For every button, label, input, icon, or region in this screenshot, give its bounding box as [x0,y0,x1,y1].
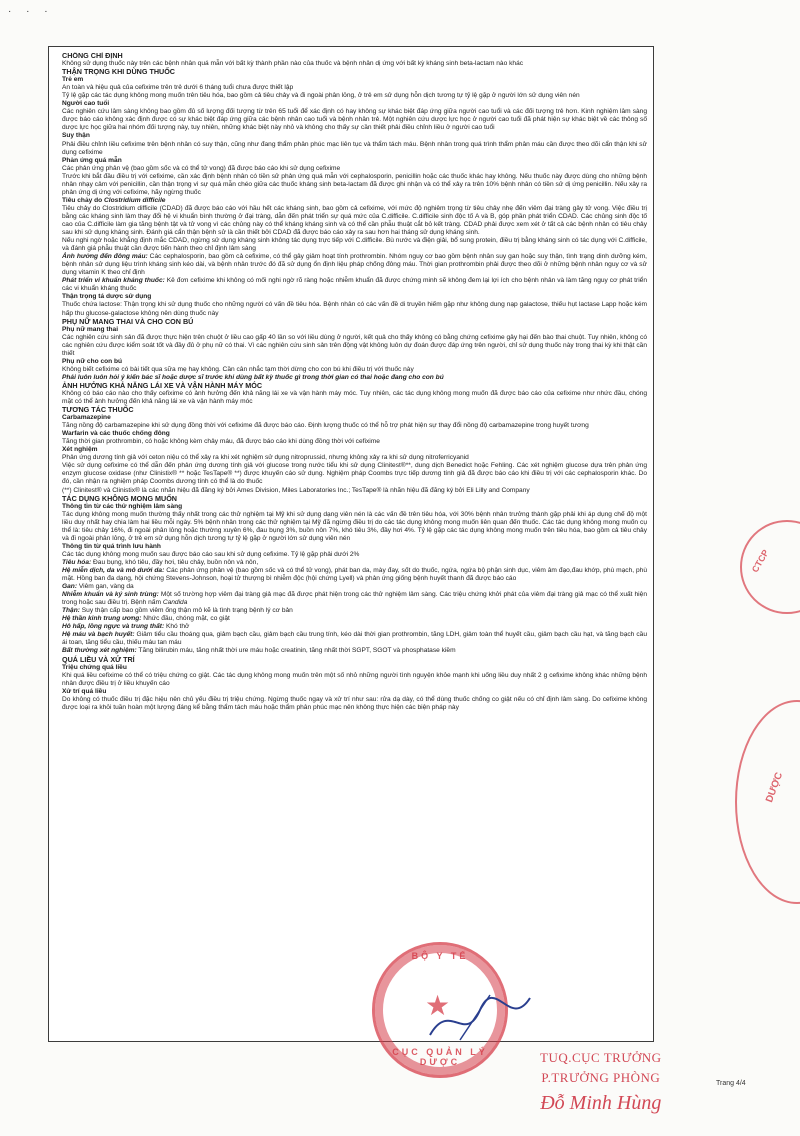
text: Khó thở [164,623,190,631]
section-adverse-effects: TÁC DỤNG KHÔNG MONG MUỐN [62,493,177,503]
section-precautions: THẬN TRỌNG KHI DÙNG THUỐC [62,67,175,77]
subheading-elderly: Người cao tuổi [62,100,110,108]
text-candida: Candida [162,599,188,607]
handwritten-signature [420,990,540,1050]
signer-title-1: TUQ.CỤC TRƯỞNG [540,1050,662,1065]
label-coagulation: Ảnh hưởng đến đông máu: [62,253,148,261]
label-cns: Hệ thần kinh trung ương: [62,615,142,623]
paragraph [62,277,647,293]
section-overdose: QUÁ LIỀU VÀ XỬ TRÍ [62,654,135,664]
paragraph: An toàn và hiệu quả của cefixime trên trẻ dưới 6 tháng tuổi chưa được thiết lập [62,84,294,92]
paragraph: Tiêu chảy do Clostridium difficile (CDAD) đã được báo cáo với hầu hết các kháng sinh, bao gồm cả cefixime, với mức độ nghiêm trọng từ tiêu chảy nhẹ đến viêm đại tràng gây tử vong. Việc điều trị bằng các kháng sinh làm thay đổi hệ vi khuẩn bình thường ở đại tràng, dẫn đến phát triển sự quá mức của C.difficile. C.difficile sinh độc tố A và B, góp phần phát triển CDAD. Các chủng sinh độc tố cao của C.difficile làm gia tăng bệnh tật và tử vong vì các chủng này có thể kháng kháng sinh và có thể cần phẫu thuật cắt bỏ kết tràng. CDAD phải được xem xét ở tất cả các bệnh nhân có tiêu chảy sau khi sử dụng kháng sinh. Đánh giá cẩn thận bệnh sử là cần thiết bởi CDAD đã được báo cáo xảy ra sau hơn hai tháng sử dụng kháng sinh. [62,204,647,237]
subheading-hypersensitivity: Phản ứng quá mẫn [62,156,122,164]
subheading-overdose-treatment: Xử trí quá liều [62,687,107,695]
paragraph: Trước khi bắt đầu điều trị với cefixime, cần xác định bệnh nhân có tiền sử phản ứng quá mẫn với cephalosporin, penicillin hoặc các thuốc khác hay không. Nếu thuốc này được dùng cho những bệnh nhân nhạy cảm với penicillin, cần thận trọng vì sự quá mẫn chéo giữa các thuốc kháng sinh beta-lactam đã được ghi nhận và có thể xảy ra trên 10% bệnh nhân có tiền sử dị ứng penicillin. Nếu xảy ra phản ứng dị ứng với cefixime, hãy ngừng thuốc [62,172,647,196]
label-infection: Nhiễm khuẩn và ký sinh trùng: [62,591,159,599]
label-respiratory: Hô hấp, lồng ngực và trung thất: [62,623,165,631]
text: Tăng bilirubin máu, tăng nhất thời ure máu hoặc creatinin, tăng nhất thời SGPT, SGOT và phosphatase kiềm [136,647,456,655]
paragraph: Tăng nồng độ carbamazepine khi sử dụng đồng thời với cefixime đã được báo cáo. Định lượng thuốc có thể hỗ trợ phát hiện sự thay đổi nồng độ carbamazepine trong huyết tương [62,422,589,430]
subheading-pregnant: Phụ nữ mang thai [62,325,119,333]
paragraph: Không sử dụng thuốc này trên các bệnh nhân quá mẫn với bất kỳ thành phần nào của thuốc và bệnh nhân dị ứng với bất kỳ kháng sinh beta-lactam nào khác [62,60,524,68]
section-contraindications: CHỐNG CHỈ ĐỊNH [62,52,123,60]
scan-corner-marks: · · · [8,6,54,17]
paragraph: Khi quá liều cefixime có thể có triệu chứng co giật. Các tác dụng không mong muốn trên một số nhỏ những người tình nguyện khỏe mạnh khi uống liều duy nhất 2 g cefixime không khác những bệnh nhân được điều trị ở liều khuyến cáo [62,671,647,687]
paragraph: Phải điều chỉnh liều cefixime trên bệnh nhân có suy thận, cũng như đang thẩm phân phúc mạc liên tục và thẩm tách máu. Bệnh nhân trong quá trình thẩm phân máu cần được theo dõi cẩn thận khi sử dụng cefixime [62,140,647,156]
text: Các phản ứng phản vệ (bao gồm sốc và có thể tử vong), phát ban da, mày đay, sốt do thuốc, ngứa, ngứa bộ phận sinh dục, viêm âm đạo,đau khớp, phù mạch, phù mặt. Hồng ban đa dạng, hội chứng Stevens-Johnson, hoại tử thượng bì nhiễm độc (hội chứng Lyell) và phản ứng giống bệnh huyết thanh đã được báo cáo [62,567,647,583]
paragraph [62,647,647,655]
signer-block [540,1050,662,1115]
label-lab-abnormal: Bất thường xét nghiệm: [62,647,137,655]
subheading-renal: Suy thận [62,132,90,140]
section-driving: ẢNH HƯỞNG KHẢ NĂNG LÁI XE VÀ VẬN HÀNH MÁY MÓC [62,380,263,390]
signer-title-2: P.TRƯỞNG PHÒNG [541,1070,661,1085]
text: Đau bụng, khó tiêu, đầy hơi, tiêu chảy, buồn nôn và nôn, [91,558,259,566]
subheading-postmarketing: Thông tin từ quá trình lưu hành [62,542,161,550]
label-kidney: Thận: [62,607,80,615]
section-interactions: TƯƠNG TÁC THUỐC [62,405,134,415]
paragraph: Phản ứng dương tính giả với ceton niệu có thể xảy ra khi xét nghiệm sử dụng nitroprussid, nhưng không xảy ra khi sử dụng nitroferricyanid [62,454,469,462]
paragraph: Thuốc chứa lactose: Thận trọng khi sử dụng thuốc cho những người có vấn đề tiêu hóa. Bệnh nhân có các vấn đề di truyền hiếm gặp như không dung nạp galactose, thiếu hụt lactase Lapp hoặc kém hấp thu glucose-galactose không nên dùng thuốc này [62,301,647,317]
text: Một số trường hợp viêm đại tràng giả mạc đã được phát hiện trong các thử nghiệm lâm sàng. Các triệu chứng khởi phát của viêm đại tràng giả mạc có thể xuất hiện trong hoặc sau điều trị. Bệnh nấm [62,591,647,607]
paragraph: Các tác dụng không mong muốn sau được báo cáo sau khi sử dụng cefixime. Tỷ lệ gặp phải dưới 2% [62,550,360,558]
seal-star-icon: ★ [425,990,451,1021]
text: Nhức đầu, chóng mặt, co giật [141,615,230,623]
text: Suy thận cấp bao gồm viêm ống thận mô kẽ là tình trạng bệnh lý cơ bản [79,607,293,615]
subheading-cdad-prefix: Tiêu chảy do [62,196,105,204]
paragraph: Các phản ứng phản vệ (bao gồm sốc và có thể tử vong) đã được báo cáo khi sử dụng cefixime [62,164,341,172]
paragraph [62,631,647,647]
signer-name: Đỗ Minh Hùng [540,1092,662,1114]
paragraph: Tăng thời gian prothrombin, có hoặc không kèm chảy máu, đã được báo cáo khi dùng đồng thời với cefixime [62,438,380,446]
page-number: Trang 4/4 [716,1080,746,1087]
label-gi: Tiêu hóa: [62,558,92,566]
text: Các cephalosporin, bao gồm cả cefixime, có thể gây giảm hoạt tính prothrombin. Nhóm nguy cơ bao gồm bệnh nhân suy gan hoặc suy thận, tình trạng dinh dưỡng kém, bệnh nhân sử dụng liệu trình kháng sinh kéo dài, và bệnh nhân trước đó đã sử dụng ổn định liệu pháp chống đông máu. Thời gian prothrombin phải được theo dõi ở những bệnh nhân nguy cơ và sử dụng vitamin K theo chỉ định [62,253,647,277]
stamp-text: CTCP [749,547,771,575]
subheading-carbamazepine: Carbamazepine [62,414,111,422]
paragraph: Tác dụng không mong muốn thường thấy nhất trong các thử nghiệm tại Mỹ khi sử dụng dạng viên nén là các vấn đề trên tiêu hóa, với 30% bệnh nhân trưởng thành gặp phải khi áp dụng chế độ một liều duy nhất hay chia làm hai liều mỗi ngày. 5% bệnh nhân trong các thử nghiệm tại Mỹ đã ngừng điều trị do các tác dụng không mong muốn liên quan đến thuốc. Các tác dụng không mong muốn cụ thể là: tiêu chảy 16%, đi ngoài phân lỏng hoặc thường xuyên 6%, đau bụng 3%, buồn nôn 7%, khó tiêu 3%, đầy hơi 4%. Tỷ lệ gặp các tác dụng không mong muốn trên tiêu hóa, bao gồm cả tiêu chảy và đi ngoài phân lỏng, ở trẻ em sử dụng hỗn dịch tương tự tỷ lệ gặp ở người lớn sử dụng viên nén [62,510,647,542]
paragraph [62,253,647,277]
label-blood: Hệ máu và bạch huyết: [62,631,135,639]
paragraph [62,591,647,607]
paragraph: Nếu nghi ngờ hoặc khẳng định mắc CDAD, ngừng sử dụng kháng sinh không tác dụng trực tiếp với C.difficile. Bù nước và điện giải, bổ sung protein, điều trị bằng kháng sinh có tác dụng với C.difficile, và đánh giá phẫu thuật cần được tiến hành theo chỉ định lâm sàng [62,237,647,253]
subheading-breastfeeding: Phụ nữ cho con bú [62,357,123,365]
subheading-cdad-organism: Clostridium difficile [104,196,166,204]
company-stamp-partial-2 [735,700,800,904]
label-resistance: Phát triển vi khuẩn kháng thuốc: [62,277,165,285]
paragraph [62,567,647,583]
subheading-cdad [62,197,647,205]
subheading-children: Trẻ em [62,76,84,84]
seal-text-top: BỘ Y TẾ [411,951,469,961]
subheading-warfarin: Warfarin và các thuốc chống đông [62,430,170,438]
text: Kê đơn cefixime khi không có mối nghi ngờ rõ ràng hoặc nhiễm khuẩn đã được chứng minh sẽ không đem lại lợi ích cho bệnh nhân và làm tăng nguy cơ phát triển các vi khuẩn kháng thuốc [62,277,647,293]
section-pregnancy: PHỤ NỮ MANG THAI VÀ CHO CON BÚ [62,316,194,326]
label-immune: Hệ miễn dịch, da và mô dưới da: [62,567,165,574]
paragraph: Không có báo cáo nào cho thấy cefixime có ảnh hưởng đến khả năng lái xe và vận hành máy móc. Tuy nhiên, các tác dụng không mong muốn đã được báo cáo của cefixime như nhức đầu, chóng mặt có thể ảnh hưởng đến khả năng lái xe và vận hành máy móc [62,389,647,406]
advice-note: Phải luôn luôn hỏi ý kiến bác sĩ hoặc dược sĩ trước khi dùng bất kỳ thuốc gì trong thời gian có thai hoặc đang cho con bú [62,373,444,381]
paragraph: Việc sử dụng cefixime có thể dẫn đến phản ứng dương tính giả với glucose trong nước tiểu khi sử dụng Clinitest®**, dung dịch Benedict hoặc Fehling. Các xét nghiệm glucose dựa trên phản ứng enzym glucose oxidase (như Clinistix® ** hoặc TesTape® **) được khuyến cáo sử dụng. Nghiệm pháp Coombs trực tiếp dương tính giả đã được báo cáo khi điều trị với các cephalosporin khác. Do đó, cần nhận ra nghiệm pháp Coombs dương tính có thể là do thuốc [62,462,647,486]
paragraph [62,559,647,567]
text: Viêm gan, vàng da [77,583,134,591]
paragraph: Không biết cefixime có bài tiết qua sữa mẹ hay không. Cần cân nhắc tạm thời dừng cho con bú khi điều trị với thuốc này [62,365,414,373]
paragraph: Do không có thuốc điều trị đặc hiệu nên chủ yếu điều trị triệu chứng. Ngừng thuốc ngay và xử trí như sau: rửa dạ dày, có thể dùng thuốc chống co giật nếu có chỉ định lâm sàng. Do cefixime không được loại ra khỏi tuần hoàn một lượng đáng kể bằng thẩm tách máu hoặc thẩm phân phúc mạc nên không thực hiện các biện pháp này [62,695,647,711]
paragraph [62,583,647,591]
subheading-clinical-trials: Thông tin từ các thử nghiệm lâm sàng [62,502,183,510]
text: Giảm tiểu cầu thoáng qua, giảm bạch cầu, giảm bạch cầu trung tính, kéo dài thời gian prothrombin, tăng LDH, giảm toàn thể huyết cầu, giảm bạch cầu hạt, và tăng bạch cầu ái toan, tăng tiểu cầu, thiếu máu tan máu [62,631,647,647]
subheading-lab-tests: Xét nghiệm [62,446,98,454]
company-stamp-partial [740,520,800,614]
paragraph: Tỷ lệ gặp các tác dụng không mong muốn trên tiêu hóa, bao gồm cả tiêu chảy và đi ngoài phân lỏng, ở trẻ em sử dụng hỗn dịch tương tự tỷ lệ gặp ở người lớn sử dụng viên nén [62,92,580,100]
subheading-excipients: Thận trọng tá dược sử dụng [62,293,152,301]
paragraph: (**) Clinitest® và Clinistix® là các nhãn hiệu đã đăng ký bởi Ames Division, Miles Laboratories Inc.; TesTape® là nhãn hiệu đã đăng ký bởi Eli Lilly and Company [62,486,530,494]
subheading-overdose-symptoms: Triệu chứng quá liều [62,663,127,671]
label-liver: Gan: [62,583,78,591]
seal-text-bottom: CỤC QUẢN LÝ DƯỢC [392,1047,488,1067]
paragraph: Các nghiên cứu lâm sàng không bao gồm đủ số lượng đối tượng từ trên 65 tuổi để xác định có hay không sự khác biệt đáp ứng giữa người cao tuổi và các đối tượng trẻ hơn. Kinh nghiệm lâm sàng được báo cáo không xác định được có sự khác biệt đáp ứng giữa các bệnh nhân cao tuổi và bệnh nhân trẻ. Một nghiên cứu dược lực học ở người cao tuổi đã phát hiện sự khác biệt về các thông số dược lực học giữa hai nhóm đối tượng này, tuy nhiên, những khác biệt này nhỏ và không cho thấy sự cần thiết phải điều chỉnh liều ở người cao tuổi [62,108,647,132]
stamp-text: DƯỢC [764,770,786,805]
paragraph: Các nghiên cứu sinh sản đã được thực hiện trên chuột ở liều cao gấp 40 lần so với liều dùng ở người, kết quả cho thấy không có bằng chứng cefixime gây hại đến bào thai chuột. Tuy nhiên, không có các nghiên cứu được kiểm soát tốt và đầy đủ ở phụ nữ có thai. Vì các nghiên cứu sinh sản trên động vật không luôn dự đoán được đáp ứng trên người, chỉ sử dụng thuốc này trong thai kỳ khi thật cần thiết [62,333,647,357]
document-body [62,52,647,1037]
